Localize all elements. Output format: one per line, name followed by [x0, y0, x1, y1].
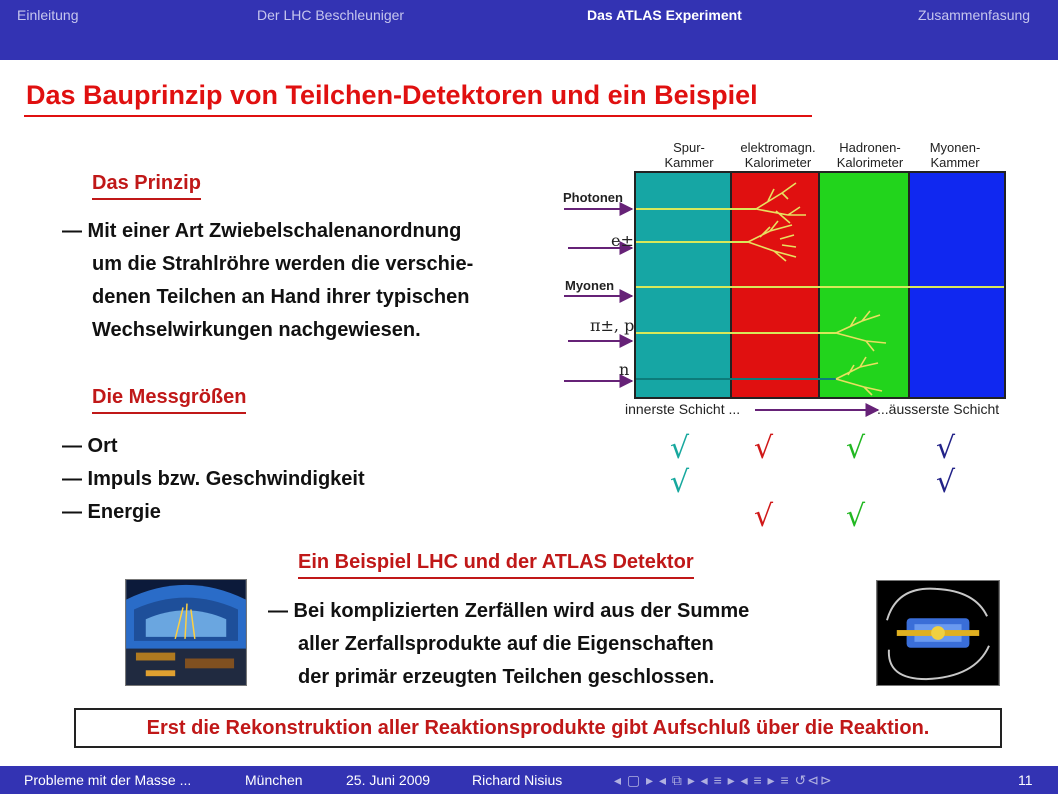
example-heading: Ein Beispiel LHC und der ATLAS Detektor	[298, 551, 694, 579]
atlas-event-display-image	[125, 579, 247, 686]
page-number: 11	[1018, 772, 1033, 788]
example-line-2: aller Zerfallsprodukte auf die Eigenschaften	[298, 633, 714, 655]
layer-label-em-kalorimeter: elektromagn. Kalorimeter	[740, 140, 816, 170]
check-ort-spur: √	[670, 431, 690, 466]
layer-label-hadronen-kalorimeter: Hadronen- Kalorimeter	[836, 140, 904, 170]
footer-bar	[0, 766, 1058, 794]
principle-heading: Das Prinzip	[92, 172, 201, 200]
footer-talk-title: Probleme mit der Masse ...	[24, 772, 192, 788]
nav-einleitung[interactable]: Einleitung	[17, 7, 79, 23]
check-ort-myon: √	[936, 431, 956, 466]
layer-label-spurkammer: Spur- Kammer	[664, 140, 714, 170]
check-impuls-spur: √	[670, 465, 690, 500]
measurement-energie: — Energie	[62, 501, 161, 523]
detector-diagram	[560, 165, 1010, 427]
particle-label-myonen: Myonen	[565, 278, 615, 293]
particle-label-neutron: n	[619, 360, 630, 379]
atlas-detector-image	[876, 580, 1000, 686]
layer-myonenkammer	[910, 173, 1004, 397]
axis-label-outer: ...äusserste Schicht	[877, 401, 1000, 417]
measurements-heading: Die Messgrößen	[92, 386, 246, 414]
principle-text	[62, 215, 473, 347]
beamer-navigation-icons[interactable]: ◂ ▢ ▸ ◂ ⧉ ▸ ◂ ≡ ▸ ◂ ≡ ▸ ≡ ↺⊲⊳	[614, 772, 833, 788]
layer-label-myonenkammer: Myonen- Kammer	[929, 140, 981, 170]
principle-line-4: Wechselwirkungen nachgewiesen.	[92, 319, 421, 341]
principle-line-2: um die Strahlröhre werden die verschie-	[92, 253, 474, 275]
measurement-list	[62, 430, 365, 529]
footer-date: 25. Juni 2009	[346, 772, 431, 788]
footer-place: München	[245, 772, 303, 788]
particle-label-pion-proton: π±, p	[590, 316, 635, 335]
slide-title: Das Bauprinzip von Teilchen-Detektoren und ein Beispiel	[26, 80, 758, 110]
measurement-impuls: — Impuls bzw. Geschwindigkeit	[62, 468, 365, 490]
check-energie-em: √	[754, 499, 774, 534]
conclusion-box: Erst die Rekonstruktion aller Reaktionsprodukte gibt Aufschluß über die Reaktion.	[74, 708, 1002, 748]
example-line-1: — Bei komplizierten Zerfällen wird aus der Summe	[268, 600, 750, 622]
example-text	[268, 595, 749, 694]
check-energie-hadron: √	[846, 499, 866, 534]
particle-label-photonen: Photonen	[563, 190, 623, 205]
layer-hadronen-kalorimeter	[820, 173, 908, 397]
layer-em-kalorimeter	[732, 173, 818, 397]
principle-line-3: denen Teilchen an Hand ihrer typischen	[92, 286, 470, 308]
axis-label-inner: innerste Schicht ...	[625, 401, 741, 417]
nav-zusammenfassung[interactable]: Zusammenfasung	[918, 7, 1031, 23]
nav-lhc-beschleuniger[interactable]: Der LHC Beschleuniger	[257, 7, 405, 23]
measurement-ort: — Ort	[62, 435, 118, 457]
check-impuls-myon: √	[936, 465, 956, 500]
example-line-3: der primär erzeugten Teilchen geschlossen.	[298, 666, 715, 688]
principle-line-1: — Mit einer Art Zwiebelschalenanordnung	[62, 220, 462, 242]
section-navigation-bar	[0, 0, 1058, 60]
particle-label-electron: e±	[611, 231, 634, 250]
footer-author: Richard Nisius	[472, 772, 563, 788]
check-ort-hadron: √	[846, 431, 866, 466]
title-underline	[24, 115, 812, 117]
nav-atlas-experiment[interactable]: Das ATLAS Experiment	[587, 7, 742, 23]
check-ort-em: √	[754, 431, 774, 466]
layer-spurkammer	[636, 173, 730, 397]
